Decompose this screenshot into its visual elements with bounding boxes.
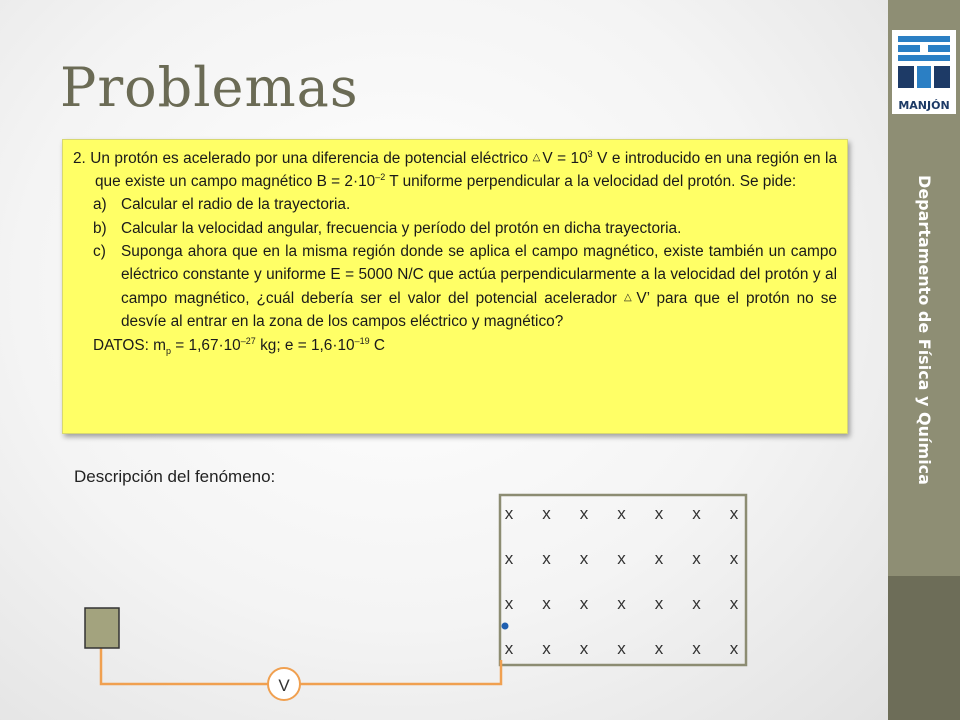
description-label: Descripción del fenómeno: [74,467,276,486]
accelerating-plate [85,608,119,648]
delta-icon: △ [623,292,635,304]
field-x-mark: x [617,639,626,658]
field-x-mark: x [542,549,551,568]
field-x-mark: x [504,594,514,613]
field-x-mark: x [654,594,664,613]
field-x-mark: x [654,549,664,568]
field-x-mark: x [692,504,701,523]
problem-item-b: b) Calcular la velocidad angular, frecuencia y período del protón en dicha trayectoria. [93,219,682,237]
field-x-mark: x [692,549,701,568]
field-x-mark: x [729,549,739,568]
problem-item-c: c) Suponga ahora que en la misma región donde se aplica el campo magnético, existe también un campo eléctrico constante y uniforme E = 5000 N/C que actúa perpendicularmente a la velocidad del protón y al campo magnético, ¿cuál debería ser el valor del potencial acelerador △ V’ para que el protón no se desvíe al entrar en la zona de los campos eléctrico y magnético? [93,242,837,331]
field-x-mark: x [617,504,626,523]
field-x-mark: x [729,504,739,523]
field-x-mark: x [692,639,701,658]
delta-icon: △ [532,152,541,163]
sidebar-footer-band [888,576,960,720]
field-x-mark: x [542,594,551,613]
field-x-mark: x [579,594,589,613]
field-x-mark: x [617,594,626,613]
voltmeter-label: V [278,676,290,695]
field-x-mark: x [504,549,514,568]
field-x-mark: x [542,504,551,523]
field-x-mark: x [729,594,739,613]
manjon-logo [892,30,956,114]
proton-dot [502,623,509,630]
field-x-mark: x [692,594,701,613]
field-x-mark: x [617,549,626,568]
circuit-wire [101,648,501,684]
field-x-mark: x [729,639,739,658]
field-x-mark: x [579,549,589,568]
department-label: Departamento de Física y Química [915,175,934,485]
field-symbols [505,504,739,658]
slide-title: Problemas [60,56,359,119]
field-x-mark: x [654,639,664,658]
field-x-mark: x [504,639,514,658]
field-x-mark: x [542,639,551,658]
field-x-mark: x [504,504,514,523]
logo-text: MANJÓN [898,99,950,112]
field-x-mark: x [579,639,589,658]
problem-intro: 2. Un protón es acelerado por una diferencia de potencial eléctrico △ $V = 10^3$ V e introducido en una región en la que existe un campo magnético $B = 2\cdot 10^{-2}$ T uniforme perpendicular a la velocidad del protón. Se pide: [73,148,838,191]
problem-item-a: a) Calcular el radio de la trayectoria. [93,196,351,214]
field-x-mark: x [654,504,664,523]
problem-data: DATOS: $m_p = 1,67\cdot 10^{-27}$ kg; $e = 1,6\cdot 10^{-19}$ C [93,335,386,356]
field-x-mark: x [579,504,589,523]
